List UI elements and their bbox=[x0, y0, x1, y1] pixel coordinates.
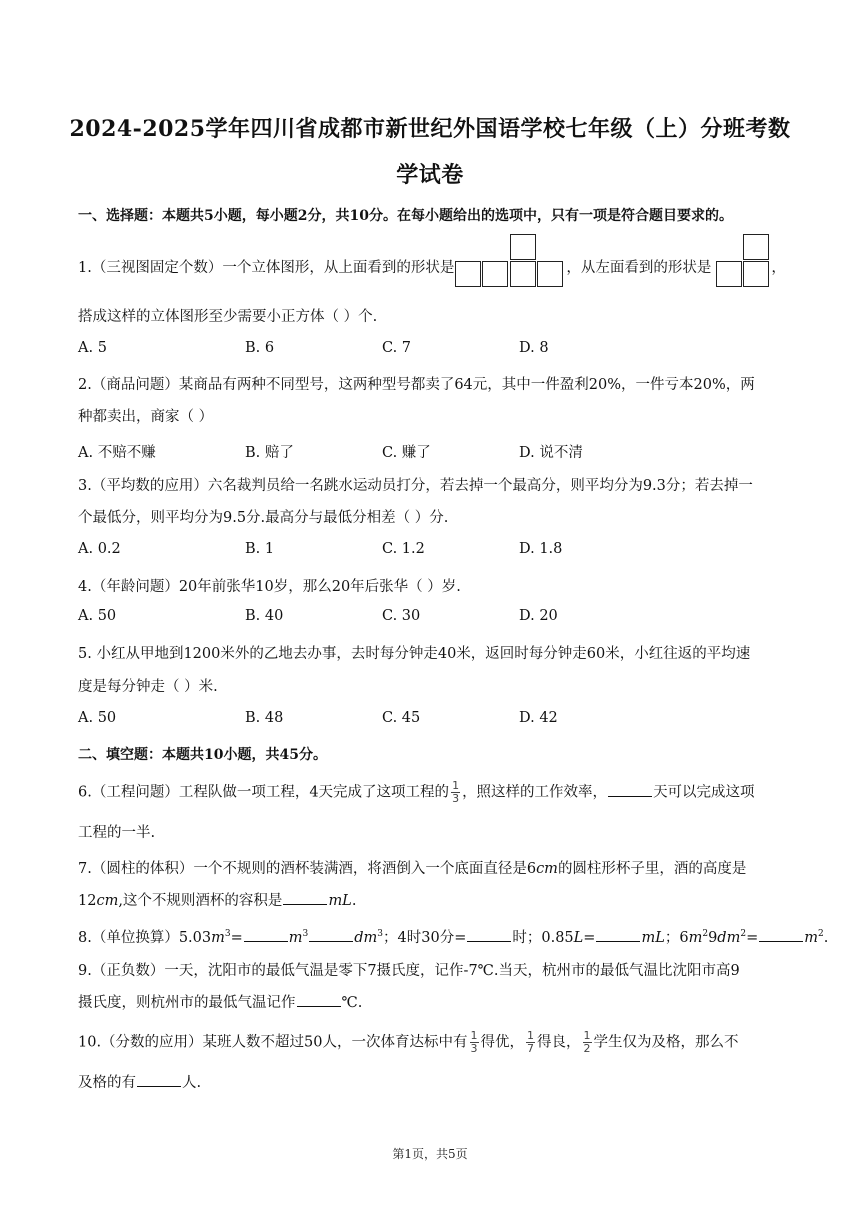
exponent: 2 bbox=[817, 929, 824, 940]
frac-numerator: 1 bbox=[527, 1029, 535, 1042]
q10-text: 人. bbox=[182, 1075, 202, 1091]
answer-blank[interactable] bbox=[759, 929, 803, 942]
q1-text-b: ，从左面看到的形状是 bbox=[566, 260, 712, 276]
q6-text-b: ，照这样的工作效率， bbox=[462, 784, 608, 801]
fraction-one-third bbox=[451, 780, 460, 805]
question-6-line-1 bbox=[78, 780, 755, 805]
exponent: 3 bbox=[377, 929, 384, 940]
q7-text: 12 bbox=[78, 893, 97, 909]
question-7-line-2 bbox=[78, 889, 356, 910]
frac-numerator: 1 bbox=[583, 1029, 591, 1042]
exponent: 2 bbox=[702, 929, 709, 940]
unit: dm bbox=[717, 930, 741, 946]
q4-option-a[interactable]: A. 50 bbox=[78, 608, 117, 624]
q3-option-c[interactable]: C. 1.2 bbox=[382, 541, 425, 557]
q1-text-c: ， bbox=[771, 260, 786, 276]
question-5-line-1: 5. 小红从甲地到1200米外的乙地去办事，去时每分钟走40米，返回时每分钟走60米，小红往返的平均速 bbox=[78, 646, 751, 662]
frac-denominator: 2 bbox=[583, 1042, 591, 1055]
q8-text: = bbox=[746, 930, 759, 946]
q4-option-c[interactable]: C. 30 bbox=[382, 608, 421, 624]
q4-option-b[interactable]: B. 40 bbox=[245, 608, 284, 624]
answer-blank[interactable] bbox=[297, 994, 341, 1007]
unit: m bbox=[688, 930, 703, 946]
q2-option-d[interactable]: D. 说不清 bbox=[519, 445, 583, 461]
left-view-cell bbox=[743, 234, 769, 260]
left-view-cell bbox=[743, 261, 769, 287]
question-1-line-2: 搭成这样的立体图形至少需要小正方体（ ）个. bbox=[78, 309, 378, 325]
unit-ml: mL bbox=[328, 893, 352, 909]
q2-option-b[interactable]: B. 赔了 bbox=[245, 445, 294, 461]
q3-option-d[interactable]: D. 1.8 bbox=[519, 541, 563, 557]
question-6-line-2: 工程的一半. bbox=[78, 825, 156, 841]
answer-blank[interactable] bbox=[608, 784, 652, 797]
question-4-line-1: 4.（年龄问题）20年前张华10岁，那么20年后张华（ ）岁. bbox=[78, 579, 461, 595]
q5-option-c[interactable]: C. 45 bbox=[382, 710, 421, 726]
top-view-cell bbox=[510, 261, 536, 287]
q9-text: 摄氏度，则杭州市的最低气温记作 bbox=[78, 995, 296, 1011]
q8-text: 9 bbox=[708, 930, 718, 946]
frac-numerator: 1 bbox=[452, 779, 460, 792]
q7-text: 7.（圆柱的体积）一个不规则的酒杯装满酒，将酒倒入一个底面直径是6 bbox=[78, 861, 537, 877]
fraction-one-seventh bbox=[526, 1030, 535, 1055]
exponent: 3 bbox=[302, 929, 309, 940]
q4-option-d[interactable]: D. 20 bbox=[519, 608, 558, 624]
question-3-line-2: 个最低分，则平均分为9.5分.最高分与最低分相差（ ）分. bbox=[78, 510, 449, 526]
question-1-line-1 bbox=[78, 256, 786, 277]
fraction-one-half bbox=[583, 1030, 592, 1055]
question-9-line-1: 9.（正负数）一天，沈阳市的最低气温是零下7摄氏度，记作-7℃.当天，杭州市的最低气温比沈阳市高9 bbox=[78, 963, 740, 979]
q7-text: ,这个不规则酒杯的容积是 bbox=[118, 893, 283, 909]
unit-cm: cm bbox=[96, 893, 119, 909]
q8-text: ；4时30分= bbox=[383, 930, 467, 946]
question-8-line bbox=[78, 926, 828, 947]
answer-blank[interactable] bbox=[244, 929, 288, 942]
question-3-line-1: 3.（平均数的应用）六名裁判员给一名跳水运动员打分，若去掉一个最高分，则平均分为9.3分；若去掉一 bbox=[78, 478, 753, 494]
frac-denominator: 3 bbox=[452, 792, 460, 805]
q8-text: 8.（单位换算）5.03 bbox=[78, 930, 212, 946]
question-10-line-2 bbox=[78, 1071, 201, 1092]
unit: m bbox=[804, 930, 818, 946]
question-5-line-2: 度是每分钟走（ ）米. bbox=[78, 679, 218, 695]
unit: m bbox=[288, 930, 303, 946]
question-9-line-2 bbox=[78, 991, 362, 1012]
frac-numerator: 1 bbox=[470, 1029, 478, 1042]
q1-option-a[interactable]: A. 5 bbox=[78, 340, 107, 356]
fraction-one-third bbox=[470, 1030, 479, 1055]
top-view-cell bbox=[510, 234, 536, 260]
q1-option-b[interactable]: B. 6 bbox=[245, 340, 275, 356]
q10-text: 学生仅为及格，那么不 bbox=[593, 1034, 739, 1051]
unit: m bbox=[211, 930, 225, 946]
question-10-line-1 bbox=[78, 1030, 739, 1055]
exponent: 3 bbox=[224, 929, 231, 940]
unit: L bbox=[573, 930, 584, 946]
exponent: 2 bbox=[740, 929, 747, 940]
title-line-1: 2024-2025学年四川省成都市新世纪外国语学校七年级（上）分班考数 bbox=[69, 116, 791, 142]
q10-text: 10.（分数的应用）某班人数不超过50人，一次体育达标中有 bbox=[78, 1034, 468, 1051]
answer-blank[interactable] bbox=[596, 929, 640, 942]
q7-text: . bbox=[351, 893, 357, 909]
q2-option-c[interactable]: C. 赚了 bbox=[382, 445, 431, 461]
section-1-heading: 一、选择题：本题共5小题，每小题2分，共10分。在每小题给出的选项中，只有一项是符合题目要求的。 bbox=[78, 208, 733, 224]
q10-text: 及格的有 bbox=[78, 1075, 136, 1091]
top-view-cell bbox=[537, 261, 563, 287]
q9-text: ℃. bbox=[341, 995, 363, 1011]
q3-option-b[interactable]: B. 1 bbox=[245, 541, 275, 557]
q8-text: = bbox=[230, 930, 243, 946]
answer-blank[interactable] bbox=[137, 1074, 181, 1087]
answer-blank[interactable] bbox=[309, 929, 353, 942]
q1-option-d[interactable]: D. 8 bbox=[519, 340, 549, 356]
q8-text: = bbox=[583, 930, 596, 946]
page-footer: 第1页，共5页 bbox=[392, 1147, 468, 1161]
q1-text-a: 1.（三视图固定个数）一个立体图形，从上面看到的形状是 bbox=[78, 260, 455, 276]
question-2-line-1: 2.（商品问题）某商品有两种不同型号，这两种型号都卖了64元，其中一件盈利20%，一件亏本20%，两 bbox=[78, 377, 755, 393]
frac-denominator: 3 bbox=[470, 1042, 478, 1055]
unit-cm: cm bbox=[536, 861, 558, 877]
q10-text: 得优， bbox=[480, 1034, 525, 1051]
top-view-cell bbox=[455, 261, 481, 287]
q5-option-d[interactable]: D. 42 bbox=[519, 710, 558, 726]
q6-text-c: 天可以完成这项 bbox=[653, 784, 755, 801]
top-view-cell bbox=[482, 261, 508, 287]
q7-text: 的圆柱形杯子里，酒的高度是 bbox=[557, 861, 747, 877]
q2-option-a[interactable]: A. 不赔不赚 bbox=[78, 445, 156, 461]
question-2-line-2: 种都卖出，商家（ ） bbox=[78, 409, 214, 425]
q3-option-a[interactable]: A. 0.2 bbox=[78, 541, 121, 557]
title-line-2: 学试卷 bbox=[396, 162, 464, 188]
q10-text: 得良， bbox=[537, 1034, 581, 1051]
answer-blank[interactable] bbox=[467, 929, 511, 942]
q8-text: 时；0.85 bbox=[512, 930, 574, 946]
unit: mL bbox=[641, 930, 665, 946]
q1-option-c[interactable]: C. 7 bbox=[382, 340, 412, 356]
left-view-cell bbox=[716, 261, 742, 287]
section-2-heading: 二、填空题：本题共10小题，共45分。 bbox=[78, 747, 327, 763]
answer-blank[interactable] bbox=[283, 892, 327, 905]
q5-option-b[interactable]: B. 48 bbox=[245, 710, 284, 726]
frac-denominator: 7 bbox=[527, 1042, 535, 1055]
unit: dm bbox=[354, 930, 378, 946]
question-7-line-1 bbox=[78, 857, 746, 878]
q6-text-a: 6.（工程问题）工程队做一项工程，4天完成了这项工程的 bbox=[78, 784, 450, 801]
q8-text: . bbox=[823, 930, 829, 946]
q5-option-a[interactable]: A. 50 bbox=[78, 710, 117, 726]
q8-text: ；6 bbox=[664, 930, 689, 946]
